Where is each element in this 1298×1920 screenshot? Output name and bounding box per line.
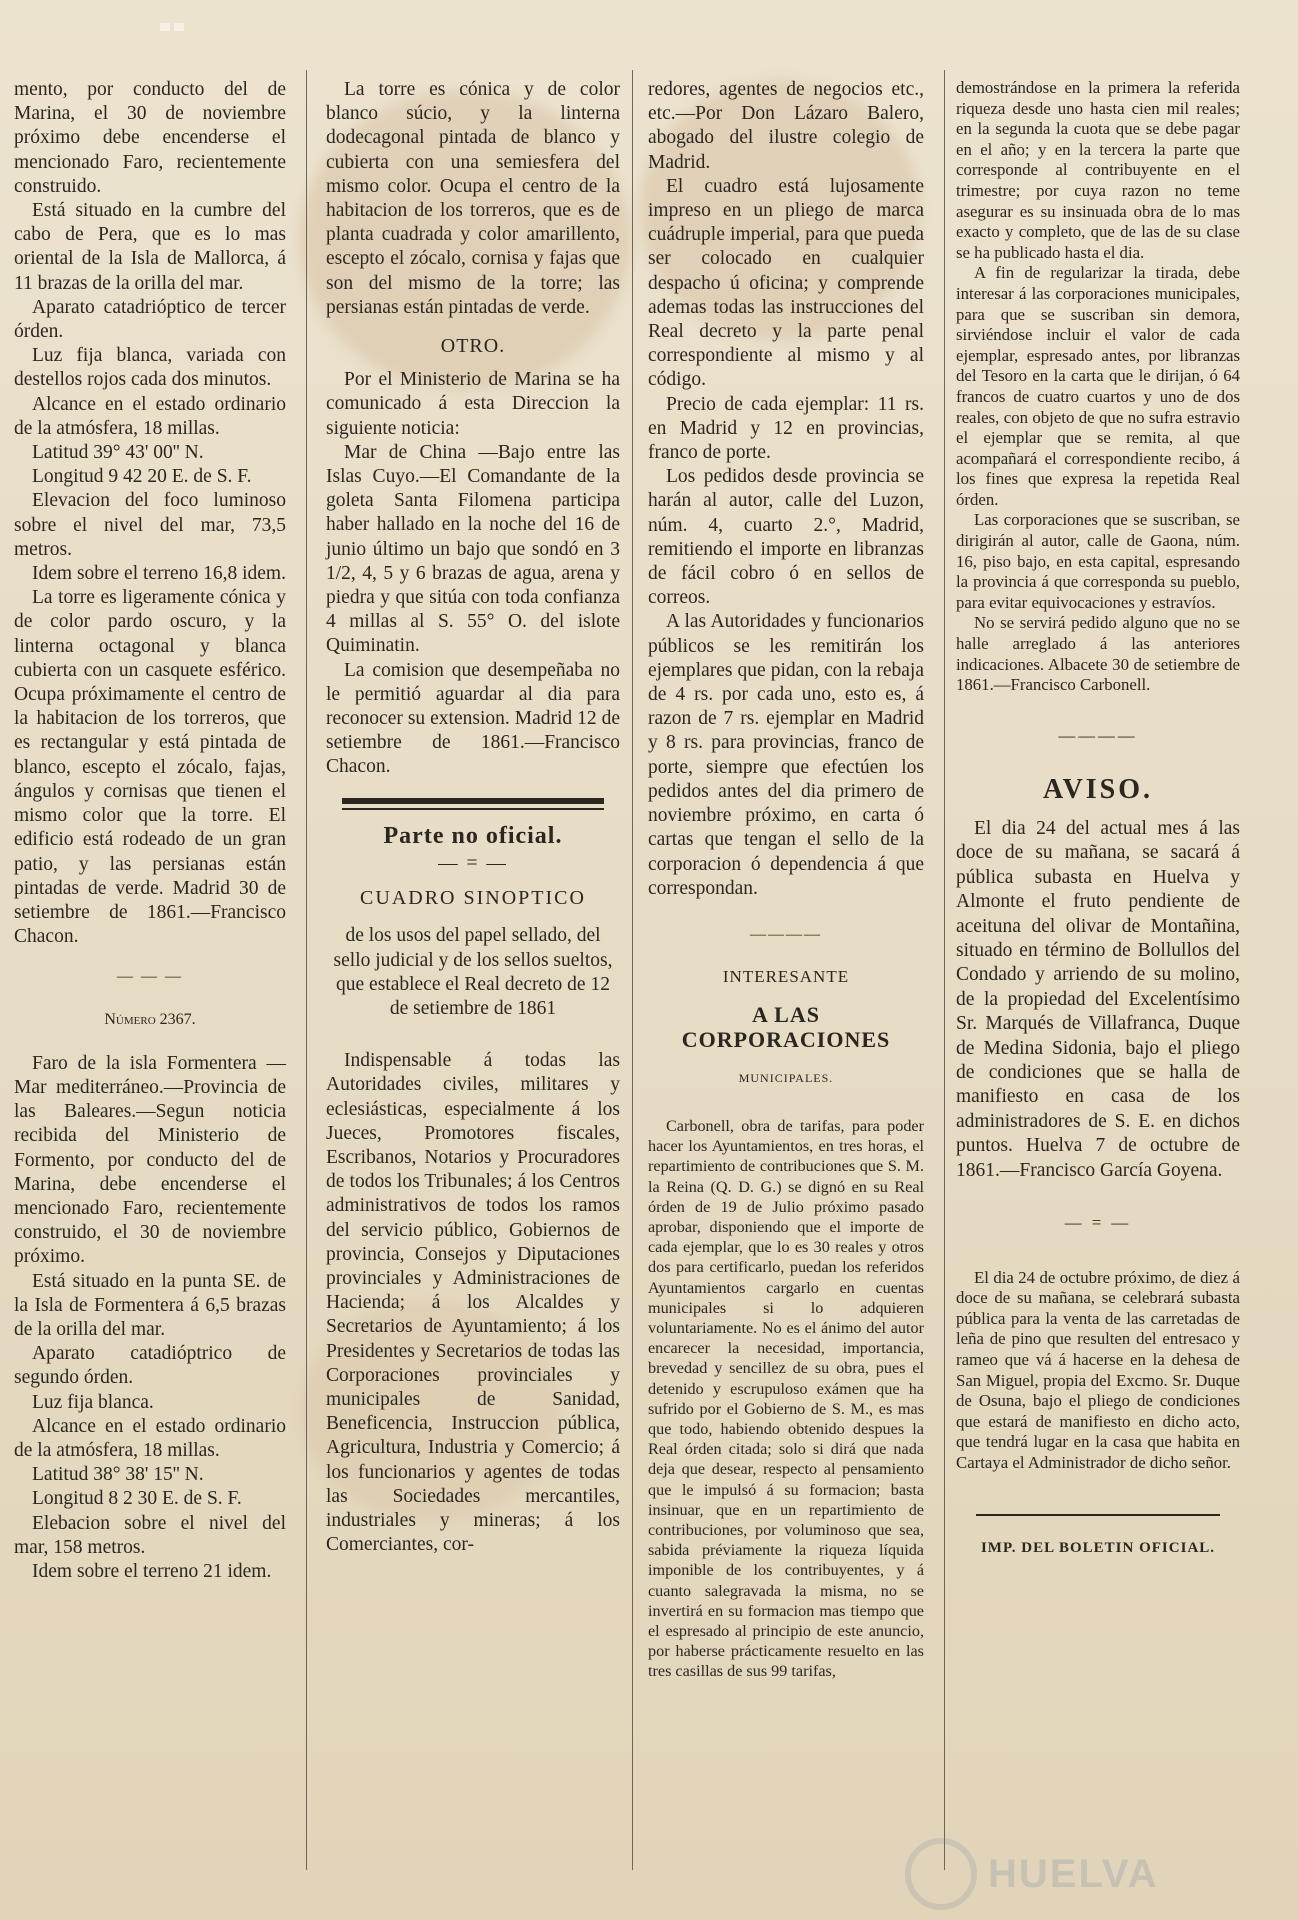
column-rule-1 (306, 70, 307, 1870)
cuadro-sinoptico-heading: CUADRO SINOPTICO (360, 887, 586, 910)
column-2 (326, 78, 620, 1557)
section-rule (342, 798, 604, 804)
col1-paragraph: Elebacion sobre el nivel del mar, 158 metros. (14, 1512, 286, 1558)
corner-mark (160, 16, 190, 26)
col4-paragraph: Las corporaciones que se suscriban, se dirigirán al autor, calle de Gaona, núm. 16, piso bajo, en esta capital, espresando la provincia á que corresponda su pueblo, para evitar equivocaciones y estravíos. (956, 510, 1240, 612)
col3-paragraph: Carbonell, obra de tarifas, para poder hacer los Ayuntamientos, en tres horas, el repartimiento de contribuciones que S. M. la Reina (Q. D. G.) se dignó en su Real órden de 19 de Julio próximo pasado aprobar, disponiendo que el importe de cada ejemplar, que lo es 30 reales y otros dos para certificarlo, puedan los referidos Ayuntamientos cargarlo en cuentas municipales si lo adquieren voluntariamente. No es el ánimo del autor encarecer la necesidad, importancia, brevedad y sencillez de su obra, pues el detenido y escrupuloso exámen que ha sufrido por el Gobierno de S. M., es mas que todo, habiendo obtenido despues la Real órden citada; solo si dirá que nada deja que desear, respecto al pensamiento que le impulsó á su formacion; basta insinuar, que en un repartimiento de contribuciones, por voluminoso que sea, sabida préviamente la riqueza líquida imponible de los contribuyentes, y á cuanto salegravada la misma, no se invertirá en su formacion mas tiempo que el espresado al principio de este anuncio, por haberse prácticamente resuelto en las tres casillas de sus 99 tarifas, (648, 1116, 924, 1681)
col3-paragraph: A las Autoridades y funcionarios públicos se les remitirán los ejemplares que pidan, con la rebaja de 4 rs. por cada uno, esto es, á razon de 7 rs. ejemplar en Madrid y 8 rs. para provincias, franco de porte, siempre que efectúen los pedidos antes del dia primero de noviembre próximo, en carta ó cartas que tengan el sello de la corporacion ó dependencia á que correspondan. (648, 611, 924, 899)
col4-paragraph: No se servirá pedido alguno que no se halle arreglado á las anteriores indicaciones. Albacete 30 de setiembre de 1861.—Francisco Carbonell. (956, 613, 1240, 695)
aviso-paragraph: El dia 24 del actual mes á las doce de su mañana, se sacará á pública subasta en Huelva y Almonte el fruto pendiente de aceituna del olivar de Montañina, situado en término de Bollullos del Condado y arriendo de su molino, de la propiedad del Excelentísimo Sr. Marqués de Villafranca, Duque de Medina Sidonia, bajo el pliego de condiciones que se halla de manifiesto en casa de los administradores de S. E. en dichos puntos. Huelva 7 de octubre de 1861.—Francisco García Goyena. (956, 818, 1240, 1181)
col1-paragraph: Elevacion del foco luminoso sobre el nivel del mar, 73,5 metros. (14, 490, 286, 560)
col4-paragraph: El dia 24 de octubre próximo, de diez á doce de su mañana, se celebrará subasta pública para la venta de las carretadas de leña de pino que resulten del entresaco y rameo que vá á hacerse en la dehesa de San Miguel, propia del Excmo. Sr. Duque de Osuna, bajo el pliego de condiciones que estará de manifiesto en dicho acto, que tendrá lugar en la casa que habita en Cartaya el Administrador de dicho señor. (956, 1267, 1240, 1473)
col1-paragraph: Está situado en la punta SE. de la Isla de Formentera á 6,5 brazas de la orilla del mar. (14, 1270, 286, 1340)
col1-paragraph: Alcance en el estado ordinario de la atmósfera, 18 millas. (14, 1415, 286, 1461)
col4-paragraph: demostrándose en la primera la referida riqueza desde uno hasta cien mil reales; en la segunda la cuota que se debe pagar en el año; y en la tercera la parte que corresponde al contribuyente en el trimestre; por cuya razon no teme asegurar es su insinuada obra de lo mas exacto y completo, que de las de su clase se ha publicado hasta el dia. (956, 78, 1240, 262)
col1-paragraph: Alcance en el estado ordinario de la atmósfera, 18 millas. (14, 393, 286, 439)
col3-paragraph: Precio de cada ejemplar: 11 rs. en Madrid y 12 en provincias, franco de porte. (648, 393, 924, 464)
col4-paragraph: A fin de regularizar la tirada, debe interesar á las corporaciones municipales, para que se suscriban sin demora, sirviéndose incluir el valor de cada ejemplar, espresado antes, por libranzas del Tesoro en la carta que le dirijan, ó 64 francos de cuatro cuartos y uno de dos reales, con objeto de que no sufra estravio el ejemplar que se remita, al que acompañará el correspondiente recibo, á los fines que expresa la repetida Real órden. (956, 263, 1240, 509)
col1-paragraph: Longitud 8 2 30 E. de S. F. (32, 1488, 242, 1510)
notice-number: Número 2367. (104, 1010, 196, 1028)
col1-paragraph: Idem sobre el terreno 16,8 idem. (32, 563, 286, 585)
column-4 (956, 78, 1240, 1558)
footer-rule (976, 1514, 1220, 1516)
cuadro-description: de los usos del papel sellado, del sello judicial y de los sellos sueltos, que establece el Real decreto de 12 de setiembre de 1861 (333, 925, 613, 1019)
col1-paragraph: Longitud 9 42 20 E. de S. F. (32, 466, 252, 488)
col2-paragraph: Por el Ministerio de Marina se ha comunicado á esta Direccion la siguiente noticia: (326, 369, 620, 439)
col1-paragraph: Está situado en la cumbre del cabo de Pera, que es lo mas oriental de la Isla de Mallorca, á 11 brazas de la orilla del mar. (14, 200, 286, 294)
col2-paragraph: La comision que desempeñaba no le permitió aguardar al dia para reconocer su extension. Madrid 12 de setiembre de 1861.—Francisco Chacon. (326, 659, 620, 778)
corporaciones-heading: A LAS CORPORACIONES (681, 1002, 891, 1052)
column-3 (648, 78, 924, 1682)
col1-paragraph: Aparato catadióptrico de segundo órden. (14, 1343, 286, 1389)
col1-paragraph: Latitud 38° 38' 15'' N. (32, 1464, 204, 1486)
otro-heading: OTRO. (440, 335, 506, 358)
col2-paragraph: Mar de China —Bajo entre las Islas Cuyo.—El Comandante de la goleta Santa Filomena participa haber hallado en la noche del 16 de junio último un bajo que sondó en 3 1/2, 4, 5 y 6 brazas de agua, arena y piedra y que sitúa con toda confianza 4 millas al S. 55° O. del islote Quiminatin. (326, 441, 620, 657)
separator: — = — (1064, 1213, 1132, 1233)
watermark: HUELVA (988, 1852, 1159, 1896)
separator: — = — (438, 852, 508, 874)
column-rule-3 (944, 70, 945, 1870)
interesante-heading: INTERESANTE (722, 967, 850, 987)
watermark-seal-icon (905, 1838, 977, 1910)
col1-paragraph: Luz fija blanca, variada con destellos rojos cada dos minutos. (14, 345, 286, 391)
separator: ———— (1058, 725, 1138, 745)
col1-paragraph: La torre es ligeramente cónica y de color pardo oscuro, y la linterna octagonal y blanca cubierta con un casquete esférico. Ocupa próximamente el centro de la habitacion de los torreros, que es rectangular y está pintada de blanco, escepto el zócalo, fajas, ángulos y cornisas que tienen el mismo color que la torre. El edificio está rodeado de un gran patio, y las persianas están pintadas de verde. Madrid 30 de setiembre de 1861.—Francisco Chacon. (14, 587, 286, 948)
column-rule-2 (632, 70, 633, 1870)
col1-paragraph: Faro de la isla Formentera —Mar mediterráneo.—Provincia de las Baleares.—Segun noticia recibida del Ministerio de Formento, por conducto del de Marina, debe encenderse el mencionado Faro, recientemente construido, el 30 de noviembre próximo. (14, 1052, 286, 1268)
col1-paragraph: Aparato catadrióptico de tercer órden. (14, 296, 286, 343)
col3-paragraph: El cuadro está lujosamente impreso en un pliego de marca cuádruple imperial, para que pueda ser colocado en cualquier despacho ú oficina; y comprende ademas todas las instrucciones del Real decreto y la parte penal correspondiente al mismo y al código. (648, 175, 924, 391)
col1-paragraph: mento, por conducto del de Marina, el 30 de noviembre próximo debe encenderse el mencionado Faro, recientemente construido. (14, 79, 286, 197)
aviso-heading: AVISO. (1042, 774, 1154, 806)
col1-paragraph: Luz fija blanca. (32, 1391, 154, 1413)
separator: ———— (750, 925, 822, 943)
col3-paragraph: redores, agentes de negocios etc., etc.—Por Don Lázaro Balero, abogado del ilustre colegio de Madrid. (648, 79, 924, 173)
column-1 (14, 78, 286, 1584)
col3-paragraph: Los pedidos desde provincia se harán al autor, calle del Luzon, núm. 4, cuarto 2.°, Madrid, remitiendo el importe en libranzas de fácil cobro ó en sellos de correos. (648, 466, 924, 609)
separator: — — — (117, 968, 183, 986)
municipales-heading: MUNICIPALES. (738, 1070, 834, 1085)
parte-no-oficial-heading: Parte no oficial. (383, 822, 563, 849)
imprint: IMP. DEL BOLETIN OFICIAL. (980, 1539, 1216, 1556)
col1-paragraph: Latitud 39° 43' 00'' N. (32, 442, 204, 464)
section-rule-thin (342, 808, 604, 810)
col1-paragraph: Idem sobre el terreno 21 idem. (32, 1560, 272, 1582)
col2-paragraph: Indispensable á todas las Autoridades civiles, militares y eclesiásticas, especialmente á los Jueces, Promotores fiscales, Escribanos, Notarios y Procuradores de todos los Tribunales; á los Centros administrativos de todos los ramos del servicio público, Gobiernos de provincia, Consejos y Diputaciones provinciales y Administraciones de Hacienda; á los Alcaldes y Secretarios de Ayuntamiento; á los Presidentes y Secretarios de todas las Corporaciones provinciales y municipales de Sanidad, Beneficencia, Instruccion pública, Agricultura, Industria y Comercio; á los funcionarios y agentes de todas las Sociedades mercantiles, industriales y mineras; á los Comerciantes, cor- (326, 1050, 620, 1556)
col2-paragraph: La torre es cónica y de color blanco súcio, y la linterna dodecagonal pintada de blanco y cubierta con una semiesfera del mismo color. Ocupa el centro de la habitacion de los torreros, que es de planta cuadrada y color amarillento, escepto el zócalo, cornisa y fajas que son del mismo de la torre; las persianas están pintadas de verde. (326, 79, 620, 318)
